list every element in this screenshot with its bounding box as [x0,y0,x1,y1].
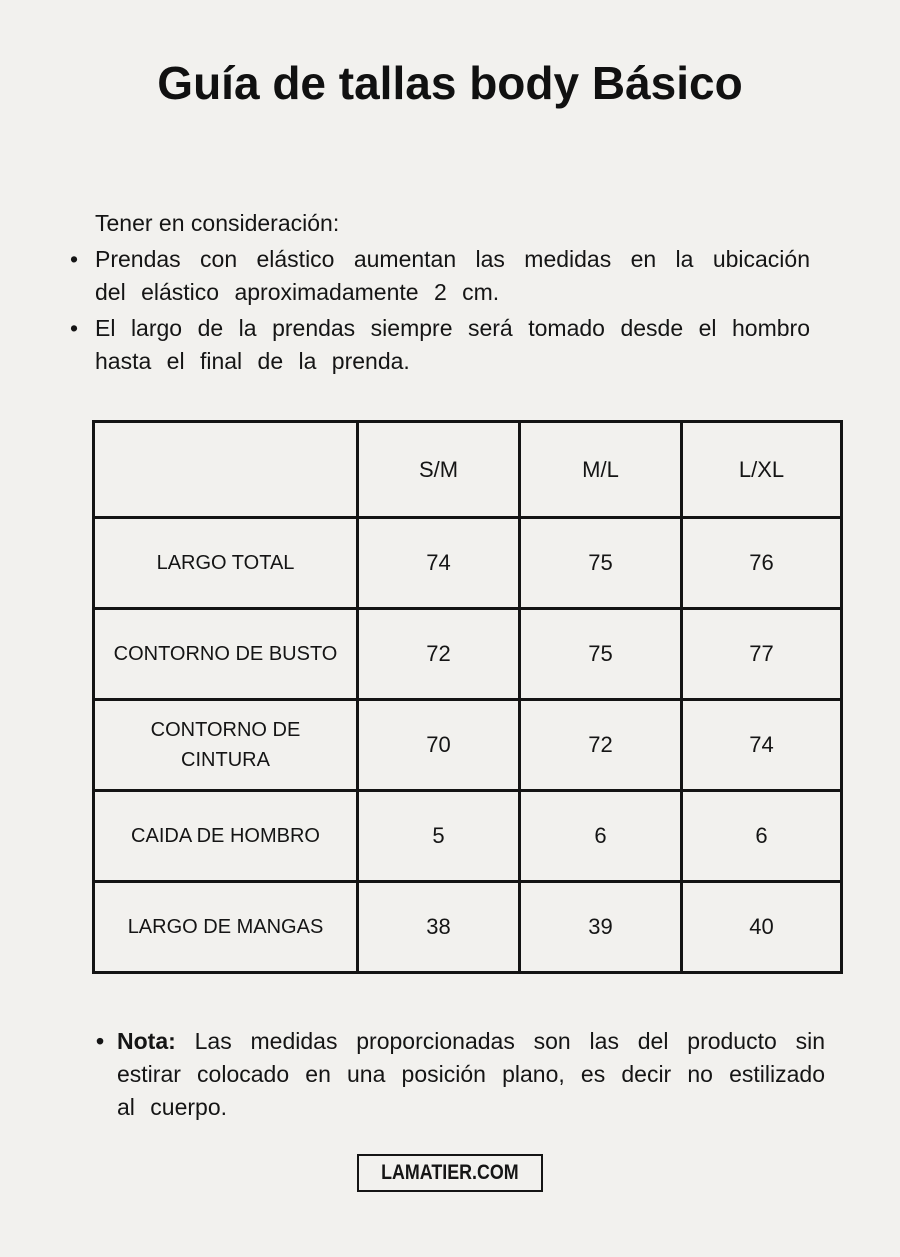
size-value: 6 [520,791,682,882]
size-value: 74 [682,700,842,791]
table-header-empty [94,422,358,518]
size-table [92,420,843,974]
size-value: 75 [520,518,682,609]
table-row [94,609,842,700]
consideration-item: • El largo de la prendas siempre será tomado desde el hombro hasta el final de la prenda. [95,312,810,378]
consideration-item: • Prendas con elástico aumentan las medidas en la ubicación del elástico aproximadamente 2 cm. [95,243,810,309]
table-row [94,518,842,609]
note-text: Las medidas proporcionadas son las del producto sin estirar colocado en una posición plano, es decir no estilizado al cuerpo. [117,1028,826,1120]
table-row [94,700,842,791]
considerations-section [95,207,810,378]
footer [0,1154,900,1192]
size-value: 74 [358,518,520,609]
size-value: 70 [358,700,520,791]
table-header-sm: S/M [358,422,520,518]
size-value: 6 [682,791,842,882]
row-label: CONTORNO DE CINTURA [94,700,358,791]
considerations-list [95,243,810,378]
size-value: 72 [358,609,520,700]
size-value: 5 [358,791,520,882]
considerations-heading: Tener en consideración: [95,210,340,236]
table-header-lxl: L/XL [682,422,842,518]
size-value: 77 [682,609,842,700]
row-label: LARGO TOTAL [94,518,358,609]
row-label: CAIDA DE HOMBRO [94,791,358,882]
row-label: CONTORNO DE BUSTO [94,609,358,700]
note [117,1025,825,1124]
page-title: Guía de tallas body Básico [157,57,743,109]
size-value: 75 [520,609,682,700]
brand-name: LAMATIER.COM [381,1161,519,1184]
table-row [94,791,842,882]
table-row [94,882,842,973]
table-header-ml: M/L [520,422,682,518]
size-value: 72 [520,700,682,791]
size-value: 40 [682,882,842,973]
table-header-row [94,422,842,518]
size-value: 76 [682,518,842,609]
brand-badge [357,1154,543,1192]
note-label: Nota: [117,1028,176,1054]
size-value: 38 [358,882,520,973]
row-label: LARGO DE MANGAS [94,882,358,973]
size-value: 39 [520,882,682,973]
